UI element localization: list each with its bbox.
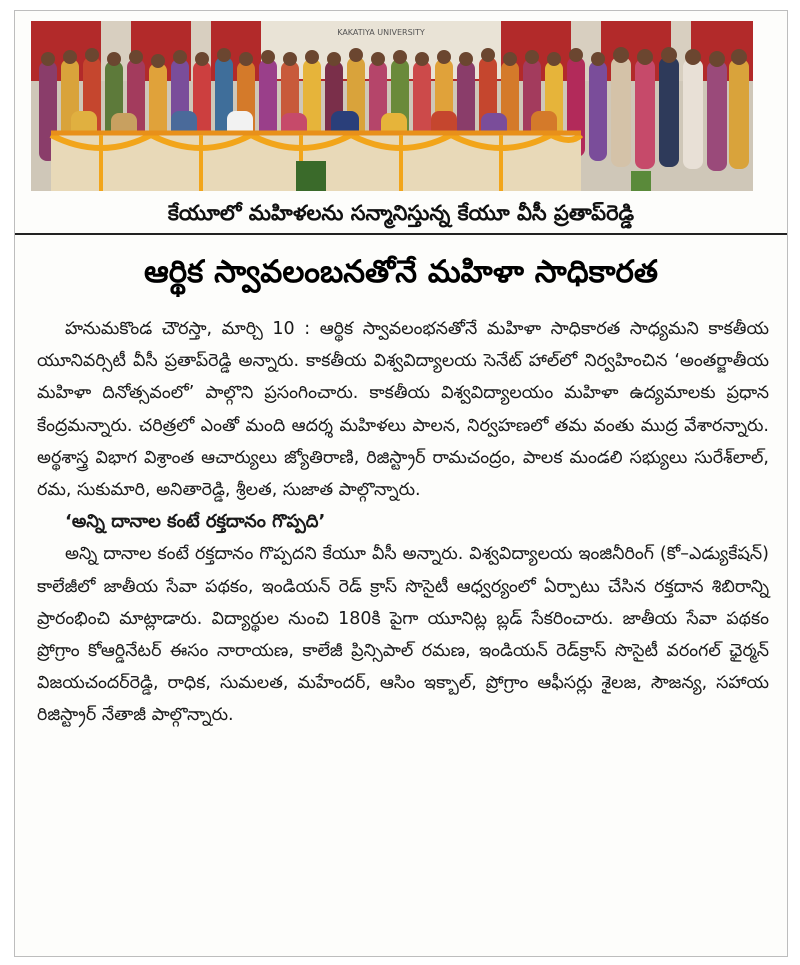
article-headline: ఆర్థిక స్వావలంబనతోనే మహిళా సాధికారత [144, 254, 658, 290]
group-photo [31, 21, 753, 191]
article-paragraph: హనుమకొండ చౌరస్తా, మార్చి 10 : ఆర్థిక స్వావలంభనతోనే మహిళా సాధికారత సాధ్యమని కాకతీయ యూనివర్సిటీ వీసీ ప్రతాప్‌రెడ్డి అన్నారు. కాకతీయ విశ్వవిద్యాలయ సెనేట్ హాల్‌లో నిర్వహించిన ‘అంతర్జాతీయ మహిళా దినోత్సవంలో’ పాల్గొని ప్రసంగించారు. కాకతీయ విశ్వవిద్యాలయం మహిళా ఉద్యమాలకు ప్రధాన కేంద్రమన్నారు. చరిత్రలో ఎంతో మంది ఆదర్శ మహిళలు పాలన, నిర్వహణలో తమ వంతు ముద్ర వేశారన్నారు. అర్థశాస్త్ర విభాగ విశ్రాంత ఆచార్యులు జ్యోతిరాణి, రిజిస్ట్రార్ రామచంద్రం, పాలక మండలి సభ్యులు సురేశ్‌లాల్, రమ, సుకుమారి, అనితారెడ్డి, శ్రీలత, సుజాత పాల్గొన్నారు. [37, 319, 769, 501]
banner-text: KAKATIYA UNIVERSITY [337, 28, 425, 37]
group-photo-icon [31, 21, 753, 191]
news-clipping [14, 10, 788, 957]
article-subheading: ‘అన్ని దానాల కంటే రక్తదానం గొప్పది’ [65, 511, 326, 533]
article-body [37, 313, 769, 732]
article-paragraph: అన్ని దానాల కంటే రక్తదానం గొప్పదని కేయూ వీసీ అన్నారు. విశ్వవిద్యాలయ ఇంజినీరింగ్ (కో–ఎడ్యుకేషన్) కాలేజీలో జాతీయ సేవా పథకం, ఇండియన్ రెడ్ క్రాస్ సొసైటీ ఆధ్వర్యంలో ఏర్పాటు చేసిన రక్తదాన శిబిరాన్ని ప్రారంభించి మాట్లాడారు. విద్యార్థుల నుంచి 180కి పైగా యూనిట్ల బ్లడ్ సేకరించారు. జాతీయ సేవా పథకం ప్రోగ్రాం కోఆర్డినేటర్ ఈసం నారాయణ, కాలేజీ ప్రిన్సిపాల్ రమణ, ఇండియన్ రెడ్‌క్రాస్ సొసైటీ వరంగల్ ఛైర్మన్ విజయచందర్‌రెడ్డి, రాధిక, సుమలత, మహేందర్, ఆసిం ఇక్బాల్, ప్రోగ్రాం ఆఫీసర్లు శైలజ, సౌజన్య, సహాయ రిజిస్ట్రార్ నేతాజీ పాల్గొన్నారు. [37, 544, 769, 726]
photo-caption: కేయూలో మహిళలను సన్మానిస్తున్న కేయూ వీసీ ప్రతాప్‌రెడ్డి [15, 193, 787, 235]
